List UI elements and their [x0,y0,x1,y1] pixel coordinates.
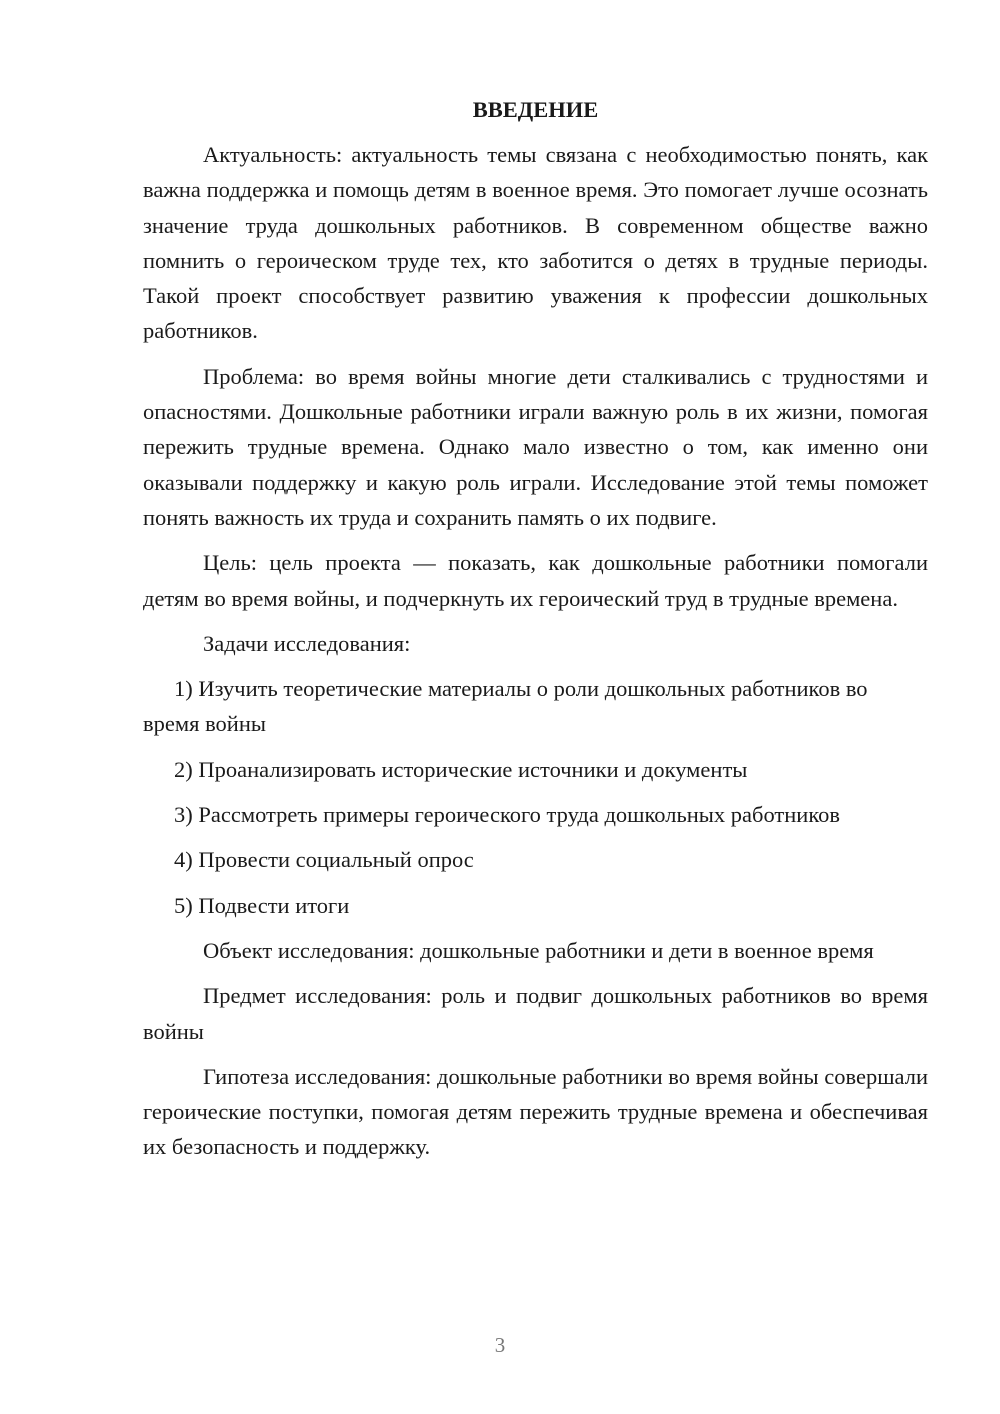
page-number: 3 [494,1333,506,1357]
relevance-paragraph: Актуальность: актуальность темы связана с необходимостью понять, как важна поддержка и помощь детям в военное время. Это помогает лучше осознать значение труда дошкольных работников. В современном обществе важно помнить о героическом труде тех, кто заботится о детях в трудные периоды. Такой проект способствует развитию уважения к профессии дошкольных работников. [143,142,928,344]
task-item: 4) Провести социальный опрос [174,847,474,873]
object-paragraph: Объект исследования: дошкольные работники и дети в военное время [203,937,874,963]
task-item: 2) Проанализировать исторические источники и документы [174,756,748,782]
section-title: ВВЕДЕНИЕ [472,97,599,122]
document-page [143,92,928,1175]
goal-paragraph: Цель: цель проекта — показать, как дошкольные работники помогали детям во время войны, и подчеркнуть их героический труд в трудные времена. [143,550,928,611]
hypothesis-paragraph: Гипотеза исследования: дошкольные работники во время войны совершали героические поступки, помогая детям пережить трудные времена и обеспечивая их безопасность и поддержку. [143,1063,928,1160]
task-item: 1) Изучить теоретические материалы о роли дошкольных работников во время войны [143,676,868,737]
task-item: 5) Подвести итоги [174,892,350,918]
subject-paragraph: Предмет исследования: роль и подвиг дошкольных работников во время войны [143,983,928,1044]
task-item: 3) Рассмотреть примеры героического труда дошкольных работников [174,802,840,828]
problem-paragraph: Проблема: во время войны многие дети сталкивались с трудностями и опасностями. Дошкольные работники играли важную роль в их жизни, помогая пережить трудные времена. Однако мало известно о том, как именно они оказывали поддержку и какую роль играли. Исследование этой темы поможет понять важность их труда и сохранить память о их подвиге. [143,363,928,530]
tasks-heading: Задачи исследования: [203,630,411,656]
